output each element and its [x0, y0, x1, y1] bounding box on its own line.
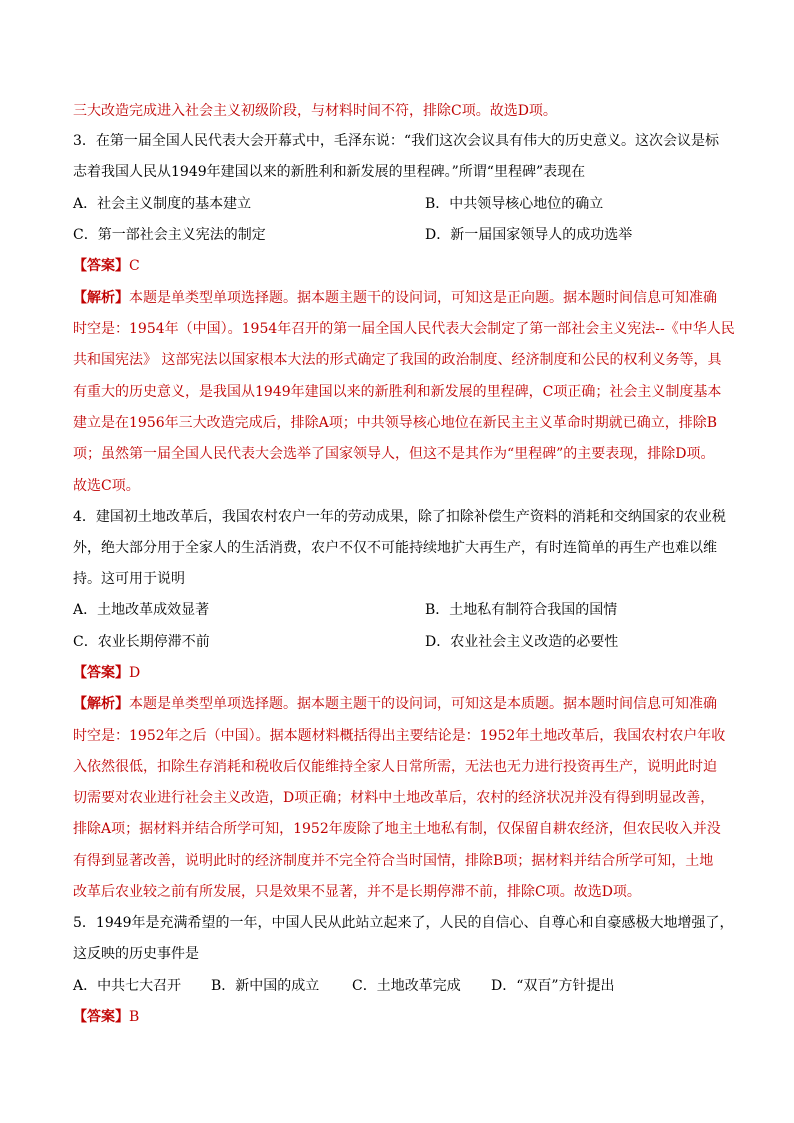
- q4-analysis-line: 切需要对农业进行社会主义改造，D项正确；材料中土地改革后，农村的经济状况并没有得到明显改善，: [73, 790, 715, 806]
- q4-option-b: B．土地私有制符合我国的国情: [425, 602, 618, 618]
- q3-options-row: [73, 194, 713, 214]
- q3-answer: [73, 256, 140, 276]
- answer-label: 【答案】: [73, 665, 129, 681]
- q3-analysis-line: 建立是在1956年三大改造完成后，排除A项；中共领导核心地位在新民主主义革命时期就已确立，排除B: [73, 415, 718, 431]
- analysis-label: 【解析】: [73, 290, 129, 306]
- q3-stem-line: 志着我国人民从1949年建国以来的新胜利和新发展的里程碑。”所谓“里程碑”表现在: [73, 164, 586, 180]
- q4-option-d: D．农业社会主义改造的必要性: [425, 634, 619, 650]
- q3-analysis-line: 时空是：1954年（中国）。1954年召开的第一届全国人民代表大会制定了第一部社会主义宪法--《中华人民: [73, 321, 735, 337]
- q5-options-row: [73, 976, 713, 996]
- q4-options-row: [73, 632, 713, 652]
- q4-analysis-line: 时空是：1952年之后（中国）。据本题材料概括得出主要结论是：1952年土地改革后，我国农村农户年收: [73, 728, 726, 744]
- q5-answer: [73, 1007, 139, 1027]
- q4-analysis-line: 【解析】本题是单类型单项选择题。据本题主题干的设问词，可知这是本质题。据本题时间信息可知准确: [73, 696, 717, 712]
- answer-value: B: [129, 1009, 140, 1025]
- q3-option-a: A．社会主义制度的基本建立: [73, 196, 252, 212]
- q5-option-c: C．土地改革完成: [352, 978, 461, 994]
- q3-analysis-line: 故选C项。: [73, 478, 140, 494]
- answer-value: D: [129, 665, 141, 681]
- q3-options-row: [73, 225, 713, 245]
- q4-options-row: [73, 600, 713, 620]
- q3-analysis-line: 有重大的历史意义，是我国从1949年建国以来的新胜利和新发展的里程碑，C项正确；社会主义制度基本: [73, 384, 722, 400]
- q4-option-a: A．土地改革成效显著: [73, 602, 210, 618]
- q5-stem-line: 这反映的历史事件是: [73, 946, 199, 962]
- q3-option-b: B．中共领导核心地位的确立: [425, 196, 604, 212]
- q3-analysis-line: 【解析】本题是单类型单项选择题。据本题主题干的设问词，可知这是正向题。据本题时间信息可知准确: [73, 290, 717, 306]
- analysis-label: 【解析】: [73, 696, 129, 712]
- prev-analysis-tail: 三大改造完成进入社会主义初级阶段，与材料时间不符，排除C项。故选D项。: [73, 103, 557, 119]
- q5-option-d: D．“双百”方针提出: [491, 978, 615, 994]
- q3-analysis-line: 共和国宪法》 这部宪法以国家根本大法的形式确定了我国的政治制度、经济制度和公民的权利义务等，具: [73, 352, 722, 368]
- answer-label: 【答案】: [73, 1009, 129, 1025]
- q4-stem-line: 外，绝大部分用于全家人的生活消费，农户不仅不可能持续地扩大再生产，有时连简单的再生产也难以维: [73, 540, 717, 556]
- q4-analysis-line: 有得到显著改善，说明此时的经济制度并不完全符合当时国情，排除B项；据材料并结合所学可知，土地: [73, 853, 714, 869]
- q3-stem-line: 3．在第一届全国人民代表大会开幕式中，毛泽东说：“我们这次会议具有伟大的历史意义。这次会议是标: [73, 133, 720, 149]
- answer-value: C: [129, 258, 140, 274]
- q3-option-c: C．第一部社会主义宪法的制定: [73, 227, 266, 243]
- q3-analysis-line: 项；虽然第一届全国人民代表大会选举了国家领导人，但这不是其作为“里程碑”的主要表现，排除D项。: [73, 446, 715, 462]
- q4-answer: [73, 663, 140, 683]
- q4-analysis-line: 排除A项；据材料并结合所学可知，1952年废除了地主土地私有制，仅保留自耕农经济，但农民收入并没: [73, 821, 721, 837]
- answer-label: 【答案】: [73, 258, 129, 274]
- q4-analysis-line: 改革后农业较之前有所发展，只是效果不显著，并不是长期停滞不前，排除C项。故选D项。: [73, 884, 641, 900]
- q4-analysis-line: 入依然很低，扣除生存消耗和税收后仅能维持全家人日常所需，无法也无力进行投资再生产，说明此时迫: [73, 759, 717, 775]
- q5-stem-line: 5．1949年是充满希望的一年，中国人民从此站立起来了，人民的自信心、自尊心和自豪感极大地增强了，: [73, 915, 734, 931]
- q5-option-a: A．中共七大召开: [73, 978, 182, 994]
- q4-option-c: C．农业长期停滞不前: [73, 634, 210, 650]
- q3-option-d: D．新一届国家领导人的成功选举: [425, 227, 633, 243]
- q5-option-b: B．新中国的成立: [211, 978, 320, 994]
- q4-stem-line: 持。这可用于说明: [73, 571, 185, 587]
- q4-stem-line: 4．建国初土地改革后，我国农村农户一年的劳动成果，除了扣除补偿生产资料的消耗和交纳国家的农业税: [73, 509, 726, 525]
